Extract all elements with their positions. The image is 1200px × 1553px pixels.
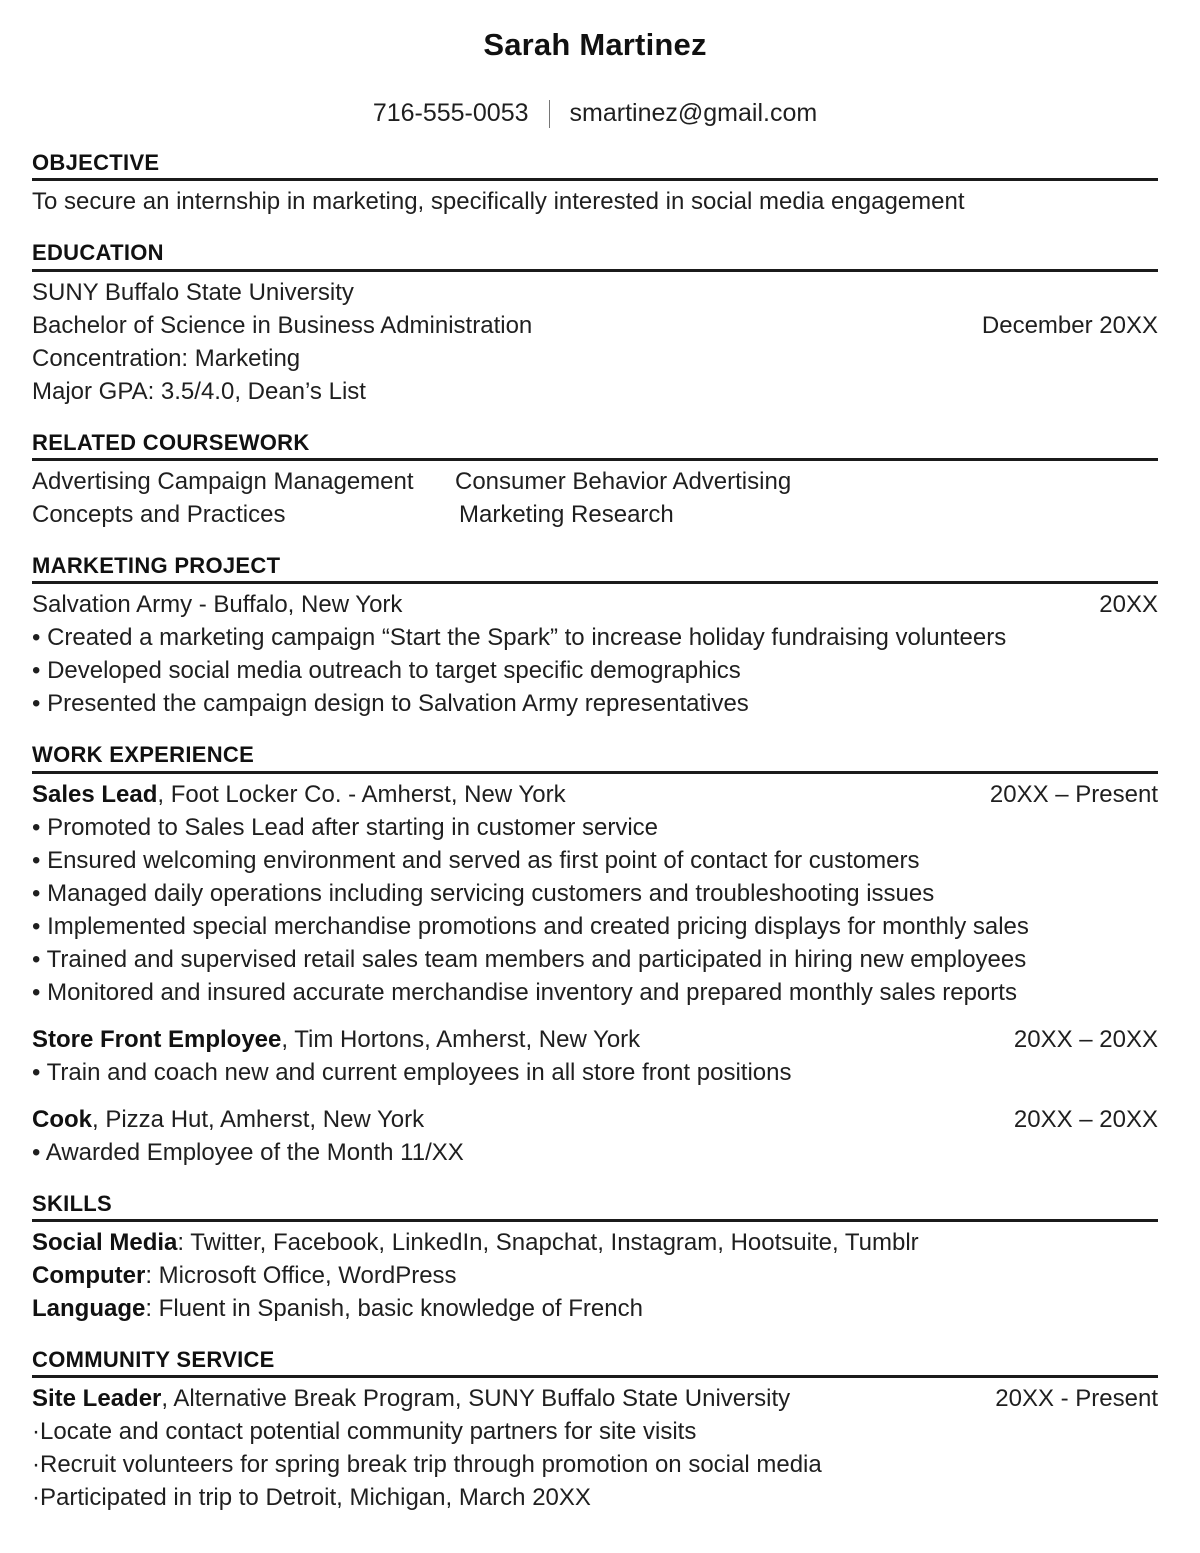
job-date: 20XX – 20XX (1013, 1105, 1158, 1133)
job-bullet: • Implemented special merchandise promotions and created pricing displays for monthly sales (32, 912, 1029, 940)
section-rule (32, 178, 1158, 181)
spacer (32, 1009, 1158, 1023)
community-bullet: ·Locate and contact potential community partners for site visits (32, 1418, 697, 1446)
section-objective (32, 150, 1158, 218)
job-header-row (32, 778, 1158, 811)
education-school: SUNY Buffalo State University (32, 278, 354, 306)
resume-content (32, 0, 1158, 1514)
job-bullet: • Trained and supervised retail sales team members and participated in hiring new employees (32, 945, 1027, 973)
community-role-row (32, 1382, 1158, 1415)
candidate-name: Sarah Martinez (483, 27, 707, 62)
job-header-row (32, 1103, 1158, 1136)
section-rule (32, 771, 1158, 774)
education-degree: Bachelor of Science in Business Administration (32, 311, 533, 339)
job-bullet: • Monitored and insured accurate merchandise inventory and prepared monthly sales reports (32, 978, 1017, 1006)
section-heading-education: EDUCATION (32, 240, 164, 266)
section-community-service (32, 1347, 1158, 1514)
project-date: 20XX (1099, 591, 1158, 619)
job-bullet: • Awarded Employee of the Month 11/XX (32, 1138, 464, 1166)
community-role-line (32, 1382, 790, 1415)
job-header-row (32, 1023, 1158, 1056)
coursework-grid (32, 465, 1158, 531)
community-date: 20XX - Present (995, 1385, 1158, 1413)
section-heading-community-service: COMMUNITY SERVICE (32, 1346, 275, 1372)
phone-number: 716-555-0053 (372, 99, 529, 128)
coursework-item: Advertising Campaign Management (32, 467, 414, 495)
community-role-org: , Alternative Break Program, SUNY Buffalo State University (161, 1385, 791, 1413)
section-heading-objective: OBJECTIVE (32, 150, 160, 176)
community-bullet: ·Participated in trip to Detroit, Michigan, March 20XX (32, 1484, 591, 1512)
section-heading-skills: SKILLS (32, 1190, 113, 1216)
job-bullet: • Train and coach new and current employees in all store front positions (32, 1058, 792, 1086)
project-bullet: • Developed social media outreach to target specific demographics (32, 657, 741, 685)
section-rule (32, 1375, 1158, 1378)
section-skills (32, 1191, 1158, 1325)
job-entry (32, 778, 1158, 1009)
skill-label: Language (32, 1294, 146, 1322)
job-entry (32, 1103, 1158, 1169)
job-title: Cook (32, 1105, 92, 1133)
contact-line (32, 98, 1158, 128)
job-title-line (32, 778, 566, 811)
coursework-item: Concepts and Practices (32, 500, 286, 528)
skill-row (32, 1292, 1158, 1325)
objective-text: To secure an internship in marketing, specifically interested in social media engagement (32, 188, 965, 216)
email-address: smartinez@gmail.com (569, 99, 818, 128)
job-bullet: • Managed daily operations including servicing customers and troubleshooting issues (32, 879, 935, 907)
skill-value: : Fluent in Spanish, basic knowledge of French (145, 1294, 643, 1322)
project-org-row (32, 588, 1158, 621)
section-rule (32, 458, 1158, 461)
section-heading-marketing-project: MARKETING PROJECT (32, 552, 281, 578)
job-title: Sales Lead (32, 780, 158, 808)
job-title-line (32, 1103, 424, 1136)
project-bullet: • Presented the campaign design to Salvation Army representatives (32, 690, 749, 718)
skill-value: : Microsoft Office, WordPress (145, 1261, 457, 1289)
education-concentration: Concentration: Marketing (32, 344, 301, 372)
skill-row (32, 1226, 1158, 1259)
skill-value: : Twitter, Facebook, LinkedIn, Snapchat, Instagram, Hootsuite, Tumblr (177, 1228, 919, 1256)
job-bullet: • Ensured welcoming environment and served as first point of contact for customers (32, 846, 920, 874)
education-degree-row (32, 309, 1158, 342)
spacer (32, 1089, 1158, 1103)
section-marketing-project (32, 553, 1158, 720)
section-rule (32, 581, 1158, 584)
section-work-experience (32, 742, 1158, 1168)
community-role-title: Site Leader (32, 1385, 162, 1413)
job-employer: , Tim Hortons, Amherst, New York (281, 1025, 641, 1053)
section-education (32, 240, 1158, 407)
section-rule (32, 269, 1158, 272)
section-rule (32, 1219, 1158, 1222)
section-heading-work-experience: WORK EXPERIENCE (32, 742, 255, 768)
skill-label: Computer (32, 1261, 146, 1289)
community-bullet: ·Recruit volunteers for spring break trip through promotion on social media (32, 1451, 822, 1479)
job-date: 20XX – Present (989, 780, 1158, 808)
project-organization: Salvation Army - Buffalo, New York (32, 591, 403, 619)
job-bullet: • Promoted to Sales Lead after starting in customer service (32, 813, 659, 841)
education-gpa: Major GPA: 3.5/4.0, Dean’s List (32, 377, 366, 405)
job-title: Store Front Employee (32, 1025, 282, 1053)
project-bullet: • Created a marketing campaign “Start the Spark” to increase holiday fundraising volunteers (32, 624, 1007, 652)
section-heading-coursework: RELATED COURSEWORK (32, 429, 310, 455)
contact-separator-icon (549, 100, 550, 128)
coursework-item: Marketing Research (459, 500, 674, 528)
job-entry (32, 1023, 1158, 1089)
resume-header (32, 0, 1158, 128)
job-title-line (32, 1023, 640, 1056)
coursework-item: Consumer Behavior Advertising (455, 467, 792, 495)
skill-row (32, 1259, 1158, 1292)
education-grad-date: December 20XX (981, 311, 1158, 339)
job-date: 20XX – 20XX (1013, 1025, 1158, 1053)
section-coursework (32, 430, 1158, 531)
job-employer: , Pizza Hut, Amherst, New York (92, 1105, 425, 1133)
job-employer: , Foot Locker Co. - Amherst, New York (157, 780, 566, 808)
skill-label: Social Media (32, 1228, 178, 1256)
